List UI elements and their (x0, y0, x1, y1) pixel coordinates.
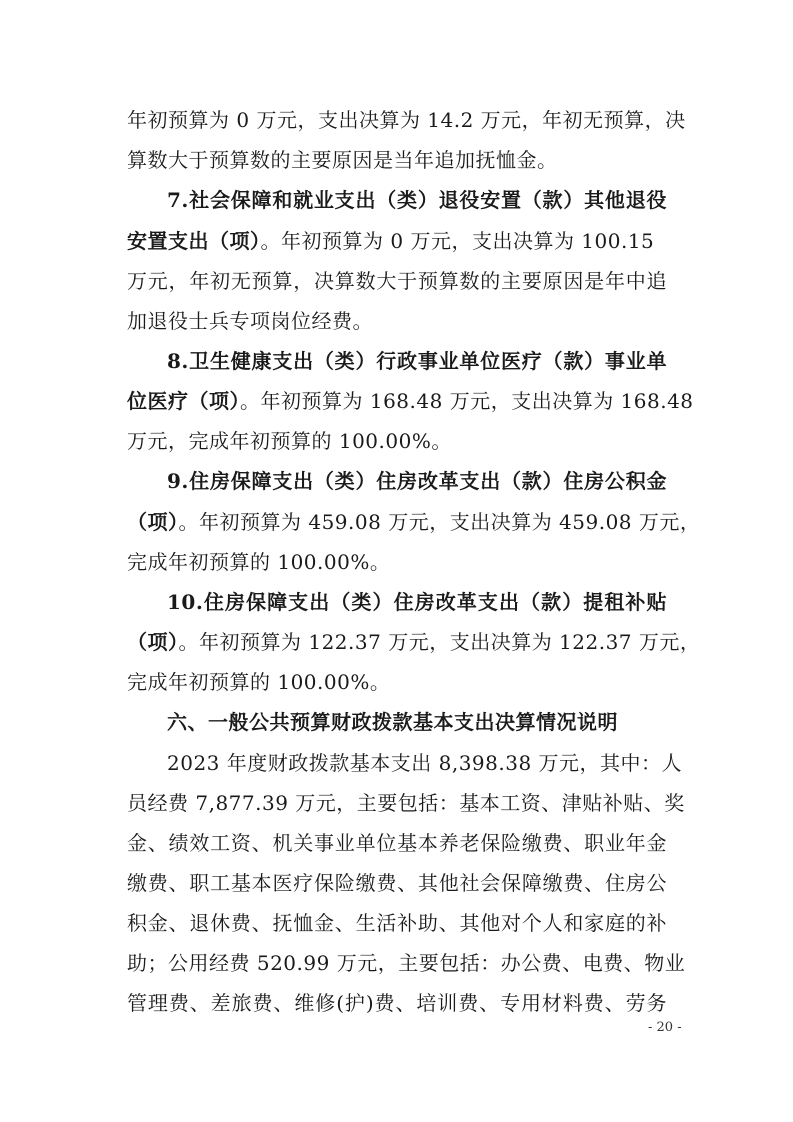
paragraph-line: 2023 年度财政拨款基本支出 8,398.38 万元，其中：人 (167, 751, 683, 775)
paragraph-line: 算数大于预算数的主要原因是当年追加抚恤金。 (127, 148, 558, 172)
paragraph-line: 管理费、差旅费、维修(护)费、培训费、专用材料费、劳务 (127, 991, 667, 1015)
paragraph-line: 万元，完成年初预算的 100.00%。 (127, 429, 452, 453)
item-10-heading: 10.住房保障支出（类）住房改革支出（款）提租补贴 (167, 590, 667, 614)
paragraph-line (127, 226, 667, 256)
item-10-heading-end: （项） (127, 630, 179, 654)
paragraph-line: 完成年初预算的 100.00%。 (127, 550, 391, 574)
paragraph-line: 员经费 7,877.39 万元，主要包括：基本工资、津贴补贴、奖 (127, 791, 685, 815)
item-7-text: 。年初预算为 0 万元，支出决算为 100.15 (260, 229, 655, 253)
item-9-heading-end: （项） (127, 510, 179, 534)
paragraph-line: 金、绩效工资、机关事业单位基本养老保险缴费、职业年金 (127, 831, 667, 855)
paragraph-line: 加退役士兵专项岗位经费。 (127, 309, 373, 333)
section-six-title: 六、一般公共预算财政拨款基本支出决算情况说明 (167, 710, 618, 734)
paragraph-line: 完成年初预算的 100.00%。 (127, 670, 391, 694)
item-9-text: 。年初预算为 459.08 万元，支出决算为 459.08 万元， (178, 510, 701, 534)
item-8-heading: 8.卫生健康支出（类）行政事业单位医疗（款）事业单 (167, 349, 667, 373)
paragraph-line: 万元，年初无预算，决算数大于预算数的主要原因是年中追 (127, 269, 667, 293)
paragraph-line: 助；公用经费 520.99 万元，主要包括：办公费、电费、物业 (127, 951, 686, 975)
item-7-heading: 7.社会保障和就业支出（类）退役安置（款）其他退役 (167, 188, 667, 212)
item-8-heading-end: 位医疗（项） (127, 389, 240, 413)
item-8-text: 。年初预算为 168.48 万元，支出决算为 168.48 (240, 389, 694, 413)
paragraph-line: 积金、退休费、抚恤金、生活补助、其他对个人和家庭的补 (127, 911, 667, 935)
page-number: - 20 - (648, 1020, 682, 1035)
paragraph-line: 缴费、职工基本医疗保险缴费、其他社会保障缴费、住房公 (127, 871, 667, 895)
paragraph-line: 年初预算为 0 万元，支出决算为 14.2 万元，年初无预算，决 (127, 108, 686, 132)
paragraph-line (127, 386, 694, 416)
paragraph-line (127, 627, 701, 657)
paragraph-line (127, 507, 701, 537)
item-7-heading-end: 安置支出（项） (127, 229, 261, 253)
item-10-text: 。年初预算为 122.37 万元，支出决算为 122.37 万元， (178, 630, 701, 654)
item-9-heading: 9.住房保障支出（类）住房改革支出（款）住房公积金 (167, 469, 667, 493)
